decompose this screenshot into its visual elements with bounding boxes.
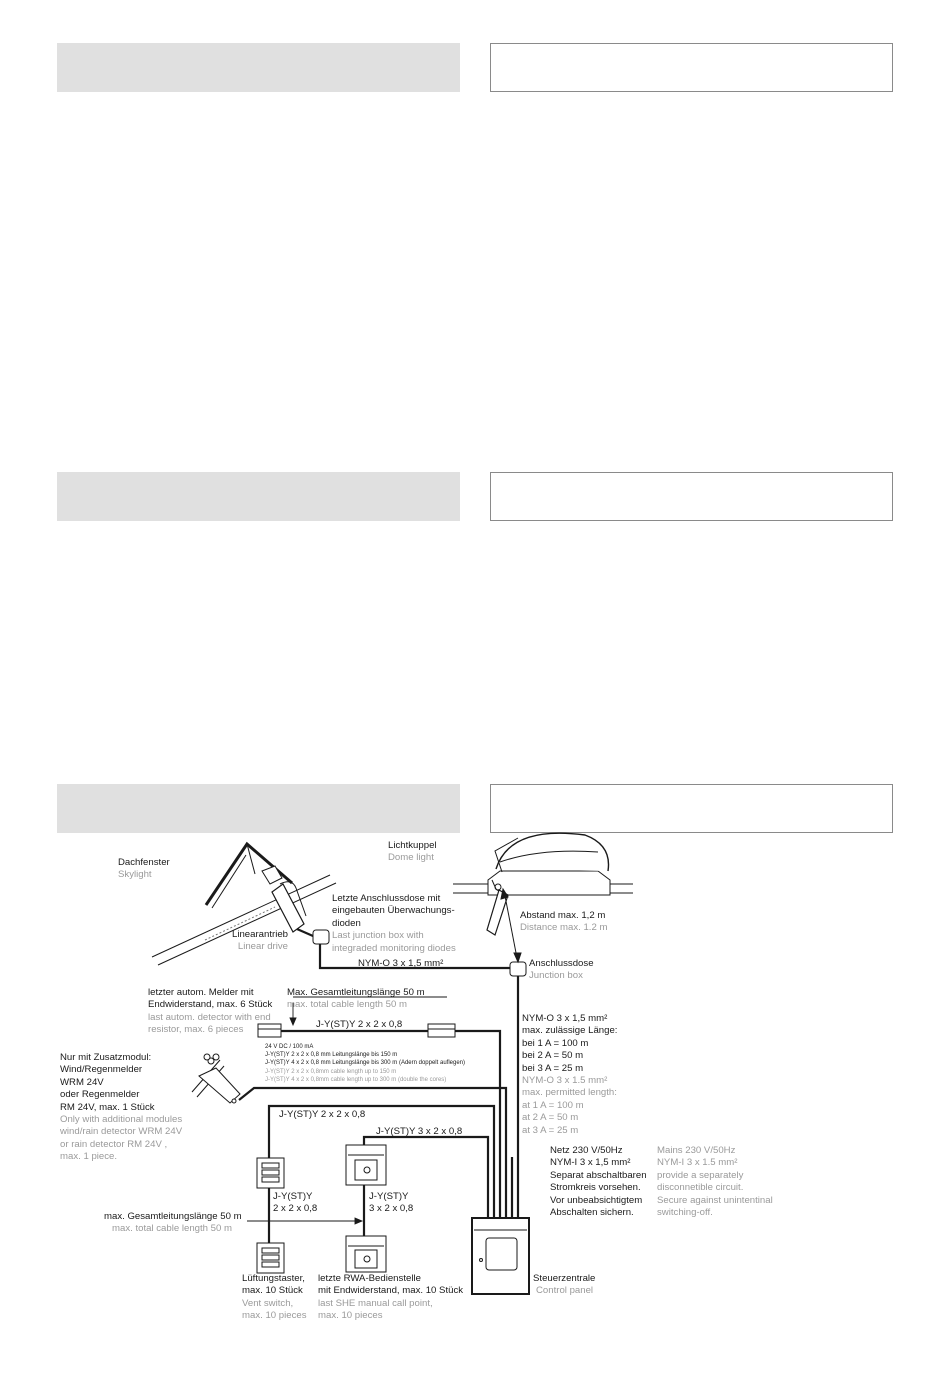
nym-right-de-1: NYM-O 3 x 1,5 mm² xyxy=(522,1013,608,1024)
wind-en-2: wind/rain detector WRM 24V xyxy=(60,1126,183,1138)
vent-switch-label xyxy=(242,1273,307,1323)
cable-jy-3x2-label xyxy=(376,1126,462,1138)
skylight-label-en: Skylight xyxy=(118,869,152,881)
distance-label xyxy=(520,910,607,935)
max-total-length-bottom-label xyxy=(104,1211,242,1236)
wind-de-1: Nur mit Zusatzmodul: xyxy=(60,1052,152,1063)
max-total-length-top-en: max. total cable length 50 m xyxy=(287,999,407,1011)
vent-switch-en-2: max. 10 pieces xyxy=(242,1310,307,1322)
nym-right-en-1: NYM-O 3 x 1.5 mm² xyxy=(522,1075,608,1087)
wind-de-4: oder Regenmelder xyxy=(60,1089,140,1101)
skylight-label-de: Dachfenster xyxy=(118,857,170,868)
mains-de-5: Vor unbeabsichtigtem xyxy=(550,1194,643,1206)
dc-note-line-1: 24 V DC / 100 mA xyxy=(265,1044,314,1050)
dc-note-line-3: J-Y(ST)Y 4 x 2 x 0,8 mm Leitungslänge bis 300 m (Adern doppelt auflegen) xyxy=(265,1060,465,1067)
nym-right-label xyxy=(522,1013,617,1137)
cable-jy-3x2-text: J-Y(ST)Y 3 x 2 x 0,8 xyxy=(376,1126,463,1137)
junction-box-label-en: Junction box xyxy=(529,970,583,982)
max-total-length-bottom-en: max. total cable length 50 m xyxy=(112,1223,232,1235)
last-detector-de-1: letzter autom. Melder mit xyxy=(148,987,254,998)
wind-en-3: or rain detector RM 24V , xyxy=(60,1138,168,1150)
max-total-length-top-label xyxy=(287,987,425,1012)
vent-cable-line-1: J-Y(ST)Y xyxy=(273,1191,313,1202)
she-cable-label xyxy=(369,1191,413,1216)
cable-nym-top-label xyxy=(358,958,443,970)
she-cable-line-1: J-Y(ST)Y xyxy=(369,1191,409,1202)
vent-switch-de-1: Lüftungstaster, xyxy=(242,1273,305,1284)
last-detector-en-2: resistor, max. 6 pieces xyxy=(148,1024,244,1036)
dc-note-line-5: J-Y(ST)Y 4 x 2 x 0,8mm cable length up to 300 m (double the cores) xyxy=(265,1076,447,1083)
she-call-point-label xyxy=(318,1273,463,1323)
dome-light-label xyxy=(388,840,437,865)
linear-drive-label-en: Linear drive xyxy=(237,941,288,953)
last-detector-en-1: last autom. detector with end xyxy=(148,1011,271,1023)
mains-de-3: Separat abschaltbaren xyxy=(550,1169,647,1181)
last-junction-box-en-1: Last junction box with xyxy=(332,930,424,942)
dc-supply-note xyxy=(265,1043,465,1084)
wind-en-1: Only with additional modules xyxy=(60,1114,183,1126)
control-panel xyxy=(472,1218,529,1294)
control-panel-de: Steuerzentrale xyxy=(533,1273,596,1284)
wind-rain-detector xyxy=(192,1054,240,1103)
cable-jy-2x2-mid-text: J-Y(ST)Y 2 x 2 x 0,8 xyxy=(279,1109,366,1120)
mains-en-3: provide a separately xyxy=(657,1169,744,1181)
mains-en-5: Secure against unintentinal xyxy=(657,1194,773,1206)
linear-drive-label-de: Linearantrieb xyxy=(232,929,289,940)
last-detector-de-2: Endwiderstand, max. 6 Stück xyxy=(148,999,273,1011)
nym-right-en-5: at 3 A = 25 m xyxy=(522,1124,579,1136)
mains-de-1: Netz 230 V/50Hz xyxy=(550,1145,623,1156)
cable-jy-2x2-mid-label xyxy=(279,1109,365,1121)
vent-cable-label xyxy=(273,1191,317,1216)
nym-right-en-3: at 1 A = 100 m xyxy=(522,1099,584,1111)
mains-en-1: Mains 230 V/50Hz xyxy=(657,1145,736,1156)
distance-label-de: Abstand max. 1,2 m xyxy=(520,910,606,921)
cable-jy-2x2-top-label xyxy=(316,1019,402,1031)
last-junction-box-de-2: eingebauten Überwachungs- xyxy=(332,905,455,917)
dc-note-line-2: J-Y(ST)Y 2 x 2 x 0,8 mm Leitungslänge bis 150 m xyxy=(265,1052,398,1059)
dome-light-label-de: Lichtkuppel xyxy=(388,840,437,851)
nym-right-en-2: max. permitted length: xyxy=(522,1087,617,1099)
junction-box-label xyxy=(529,958,594,983)
mains-label-de xyxy=(550,1145,647,1219)
mains-de-4: Stromkreis vorsehen. xyxy=(550,1182,641,1194)
linear-drive-label xyxy=(232,929,288,954)
vent-switch-en-1: Vent switch, xyxy=(242,1297,294,1309)
wind-de-3: WRM 24V xyxy=(60,1076,104,1088)
mains-label-en xyxy=(657,1145,773,1219)
cable-nym-top-text: NYM-O 3 x 1,5 mm² xyxy=(358,958,444,969)
she-cable-line-2: 3 x 2 x 0,8 xyxy=(369,1203,414,1215)
last-junction-box-de-1: Letzte Anschlussdose mit xyxy=(332,893,441,904)
distance-label-en: Distance max. 1.2 m xyxy=(520,922,608,934)
mains-de-6: Abschalten sichern. xyxy=(550,1207,634,1219)
last-junction-box-en-2: integraded monitoring diodes xyxy=(332,942,456,954)
wind-en-4: max. 1 piece. xyxy=(60,1151,118,1163)
nym-right-en-4: at 2 A = 50 m xyxy=(522,1112,579,1124)
dome-light-label-en: Dome light xyxy=(388,852,434,864)
wind-rain-detector-label xyxy=(60,1052,182,1164)
nym-right-de-4: bei 2 A = 50 m xyxy=(522,1050,584,1062)
wind-de-5: RM 24V, max. 1 Stück xyxy=(60,1101,155,1113)
max-total-length-bottom-de: max. Gesamtleitungslänge 50 m xyxy=(104,1211,242,1222)
she-en-2: max. 10 pieces xyxy=(318,1310,383,1322)
nym-right-de-2: max. zulässige Länge: xyxy=(522,1025,618,1037)
mains-de-2: NYM-I 3 x 1,5 mm² xyxy=(550,1157,631,1169)
skylight-label xyxy=(118,857,170,882)
nym-right-de-5: bei 3 A = 25 m xyxy=(522,1062,584,1074)
dc-note-line-4: J-Y(ST)Y 2 x 2 x 0,8mm cable length up to 150 m xyxy=(265,1068,397,1075)
she-de-1: letzte RWA-Bedienstelle xyxy=(318,1273,421,1284)
last-junction-box-de-3: dioden xyxy=(332,917,361,929)
vent-switch-de-2: max. 10 Stück xyxy=(242,1285,303,1297)
mains-en-2: NYM-I 3 x 1.5 mm² xyxy=(657,1157,738,1169)
cable-jy-2x2-top-text: J-Y(ST)Y 2 x 2 x 0,8 xyxy=(316,1019,403,1030)
mains-en-6: switching-off. xyxy=(657,1207,713,1219)
control-panel-en: Control panel xyxy=(536,1285,594,1297)
wind-de-2: Wind/Regenmelder xyxy=(60,1064,143,1076)
she-en-1: last SHE manual call point, xyxy=(318,1297,433,1309)
mains-en-4: disconnetible circuit. xyxy=(657,1182,744,1194)
last-junction-box-label xyxy=(332,893,456,955)
max-total-length-top-de: Max. Gesamtleitungslänge 50 m xyxy=(287,987,425,998)
last-detector-label xyxy=(148,987,272,1037)
nym-right-de-3: bei 1 A = 100 m xyxy=(522,1037,589,1049)
control-panel-label xyxy=(533,1273,595,1298)
junction-box-label-de: Anschlussdose xyxy=(529,958,594,969)
vent-cable-line-2: 2 x 2 x 0,8 xyxy=(273,1203,318,1215)
she-de-2: mit Endwiderstand, max. 10 Stück xyxy=(318,1285,464,1297)
